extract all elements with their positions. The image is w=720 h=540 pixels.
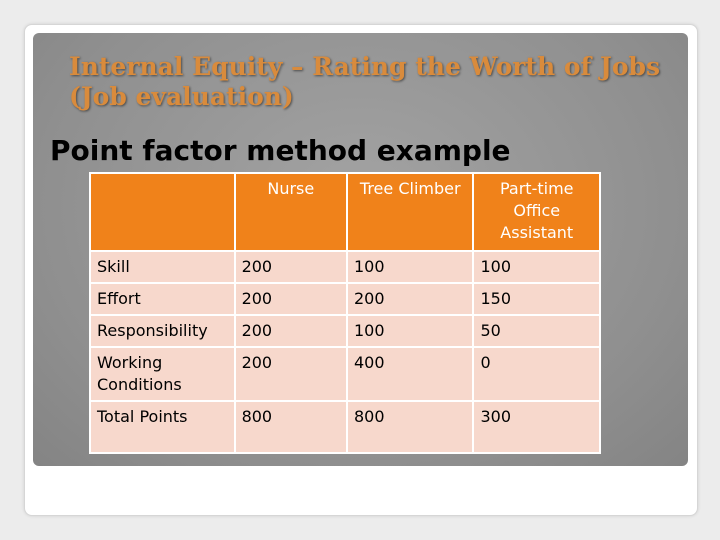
table-cell: 200 [235,347,347,401]
table-cell: 100 [473,251,600,283]
table-row [90,315,600,347]
table-row [90,283,600,315]
row-label: Effort [90,283,235,315]
table-cell: 200 [347,283,473,315]
header-cell-tree-climber: Tree Climber [347,173,473,251]
table-cell: 100 [347,251,473,283]
table-cell: 50 [473,315,600,347]
row-label: Working Conditions [90,347,235,401]
table-cell: 200 [235,315,347,347]
table-cell: 800 [235,401,347,453]
header-cell-office-assistant: Part-time Office Assistant [473,173,600,251]
table-header-row [90,173,600,251]
slide-title: Internal Equity – Rating the Worth of Jobs (Job evaluation) [69,52,661,111]
table-cell: 0 [473,347,600,401]
slide-subtitle: Point factor method example [50,134,511,167]
table-row-total [90,401,600,453]
header-cell-empty [90,173,235,251]
table-cell: 200 [235,251,347,283]
header-cell-nurse: Nurse [235,173,347,251]
table-cell: 400 [347,347,473,401]
point-factor-table [89,172,601,454]
row-label: Responsibility [90,315,235,347]
table-row [90,251,600,283]
table-cell: 200 [235,283,347,315]
row-label: Skill [90,251,235,283]
table-row [90,347,600,401]
row-label: Total Points [90,401,235,453]
table-cell: 800 [347,401,473,453]
table-cell: 100 [347,315,473,347]
table-cell: 300 [473,401,600,453]
table-cell: 150 [473,283,600,315]
